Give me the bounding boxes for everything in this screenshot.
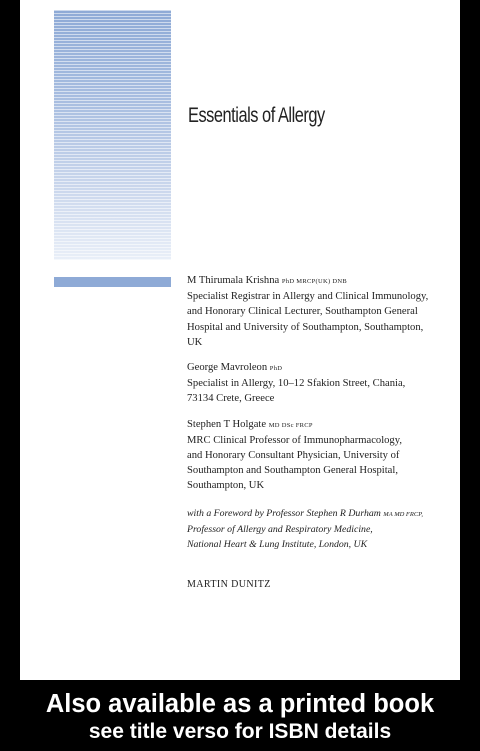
- author-name: Stephen T Holgate MD DSc FRCP: [187, 418, 313, 430]
- affiliation-line: Specialist Registrar in Allergy and Clinical Immunology,: [187, 291, 429, 303]
- foreword-line: Professor of Allergy and Respiratory Medicine,: [187, 523, 373, 535]
- printed-book-banner: [0, 689, 480, 745]
- affiliation-line: and Honorary Consultant Physician, University of: [187, 450, 400, 462]
- foreword-intro: with a Foreword by Professor Stephen R Durham MA MD FRCP,: [187, 507, 423, 519]
- book-title: Essentials of Allergy: [188, 104, 325, 127]
- author-1: [187, 273, 449, 350]
- author-name: George Mavroleon PhD: [187, 362, 283, 374]
- affiliation-line: Specialist in Allergy, 10–12 Sfakion Street, Chania,: [187, 378, 406, 390]
- affiliation-line: Southampton and Southampton General Hospital,: [187, 465, 398, 477]
- accent-bar: [54, 277, 171, 287]
- affiliation-line: and Honorary Clinical Lecturer, Southampton General: [187, 306, 418, 318]
- author-degrees: MD DSc FRCP: [268, 421, 313, 429]
- affiliation-line: 73134 Crete, Greece: [187, 393, 275, 405]
- affiliation-line: UK: [187, 336, 203, 348]
- foreword-line: National Heart & Lung Institute, London, UK: [187, 539, 368, 551]
- title-page: [20, 0, 460, 680]
- author-degrees: PhD: [269, 365, 283, 373]
- striped-decoration: [54, 10, 171, 260]
- banner-line-2: see title verso for ISBN details: [88, 720, 392, 743]
- foreword-degrees: MA MD FRCP,: [383, 510, 423, 518]
- affiliation-line: MRC Clinical Professor of Immunopharmacology,: [187, 434, 402, 446]
- affiliation-line: Hospital and University of Southampton, Southampton,: [187, 321, 424, 333]
- author-degrees: PhD MRCP(UK) DNB: [281, 278, 347, 285]
- author-3: [187, 417, 449, 494]
- banner-line-1: Also available as a printed book: [45, 690, 435, 718]
- publisher-name: MARTIN DUNITZ: [187, 579, 271, 590]
- foreword-credit: [187, 506, 449, 553]
- author-name: M Thirumala Krishna PhD MRCP(UK) DNB: [187, 275, 347, 286]
- affiliation-line: Southampton, UK: [187, 480, 265, 492]
- author-2: [187, 360, 449, 407]
- authors-block: [187, 273, 449, 552]
